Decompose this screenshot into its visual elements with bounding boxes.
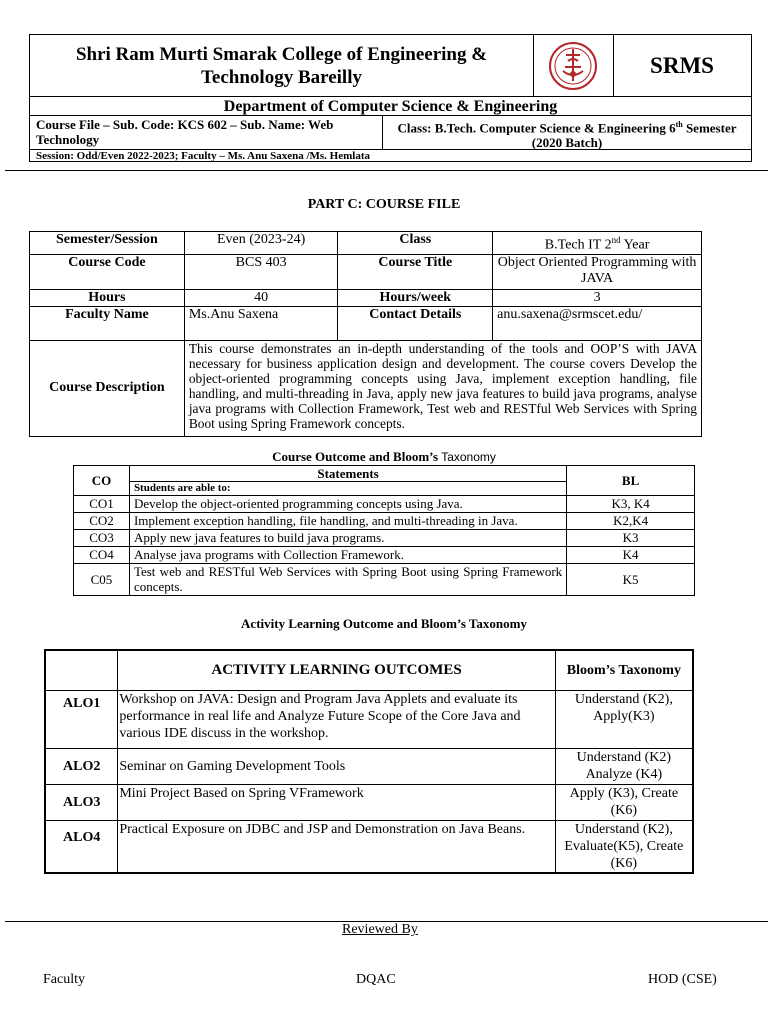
statements-subheader: Students are able to: [129, 482, 566, 496]
hours-week-label: Hours/week [338, 289, 493, 306]
co-statement: Test web and RESTful Web Services with Spring Boot using Spring Framework concepts. [129, 564, 566, 596]
alo-activity: Mini Project Based on Spring VFramework [118, 784, 555, 820]
alo-bloom: Understand (K2) Analyze (K4) [555, 748, 693, 784]
document-header [29, 34, 752, 162]
co-bl: K3, K4 [567, 496, 695, 513]
course-code-value: BCS 403 [184, 254, 338, 289]
class-value: B.Tech IT 2nd Year [493, 232, 702, 255]
contact-value: anu.saxena@srmscet.edu/ [493, 306, 702, 340]
signature-hod: HOD (CSE) [648, 972, 717, 987]
table-row [45, 690, 693, 748]
activity-learning-table [44, 649, 694, 874]
co-header: CO [74, 466, 130, 496]
alo-bloom: Understand (K2), Apply(K3) [555, 690, 693, 748]
co-statement: Implement exception handling, file handling, and multi-threading in Java. [129, 513, 566, 530]
alo-id: ALO3 [45, 784, 118, 820]
alo-activity: Practical Exposure on JDBC and JSP and Demonstration on Java Beans. [118, 820, 555, 873]
header-divider [5, 170, 768, 171]
table-row [74, 513, 695, 530]
department-name: Department of Computer Science & Engineering [30, 96, 751, 116]
co-id: C05 [74, 564, 130, 596]
class-info: Class: B.Tech. Computer Science & Engineering 6th Semester (2020 Batch) [383, 115, 751, 149]
bloom-header: Bloom’s Taxonomy [555, 650, 693, 690]
table-row [74, 496, 695, 513]
co-id: CO2 [74, 513, 130, 530]
signature-faculty: Faculty [43, 972, 85, 987]
hours-week-value: 3 [493, 289, 702, 306]
reviewed-by: Reviewed By [342, 922, 418, 937]
co-statement: Analyse java programs with Collection Framework. [129, 547, 566, 564]
table-row [74, 530, 695, 547]
co-statement: Develop the object-oriented programming concepts using Java. [129, 496, 566, 513]
co-id: CO4 [74, 547, 130, 564]
class-label: Class [338, 232, 493, 255]
table-row [74, 547, 695, 564]
semester-label: Semester/Session [30, 232, 185, 255]
hours-value: 40 [184, 289, 338, 306]
brand-name: SRMS [650, 52, 714, 78]
course-code-label: Course Code [30, 254, 185, 289]
co-statement: Apply new java features to build java programs. [129, 530, 566, 547]
course-title-value: Object Oriented Programming with JAVA [493, 254, 702, 289]
alo-caption: Activity Learning Outcome and Bloom’s Taxonomy [241, 616, 527, 631]
alo-id: ALO2 [45, 748, 118, 784]
semester-value: Even (2023-24) [184, 232, 338, 255]
co-bl: K5 [567, 564, 695, 596]
course-info-table [29, 231, 702, 437]
statements-header: Statements [129, 466, 566, 482]
activity-header: ACTIVITY LEARNING OUTCOMES [118, 650, 555, 690]
course-outcome-table [73, 465, 695, 596]
contact-label: Contact Details [338, 306, 493, 340]
table-row [45, 820, 693, 873]
session-info: Session: Odd/Even 2022-2023; Faculty – Ms. Anu Saxena /Ms. Hemlata [30, 149, 751, 161]
college-logo-icon [533, 35, 614, 96]
signature-dqac: DQAC [356, 972, 396, 987]
table-row [74, 564, 695, 596]
course-description-label: Course Description [30, 340, 185, 436]
co-caption: Course Outcome and Bloom’s Taxonomy [272, 449, 496, 464]
co-bl: K2,K4 [567, 513, 695, 530]
co-bl: K4 [567, 547, 695, 564]
co-id: CO1 [74, 496, 130, 513]
course-title-label: Course Title [338, 254, 493, 289]
co-id: CO3 [74, 530, 130, 547]
alo-id: ALO1 [45, 690, 118, 748]
alo-activity: Seminar on Gaming Development Tools [118, 748, 555, 784]
alo-activity: Workshop on JAVA: Design and Program Java Applets and evaluate its performance in real life and Analyze Future Scope of the Core Java and various IDE discuss in the workshop. [118, 690, 555, 748]
table-row [45, 784, 693, 820]
hours-label: Hours [30, 289, 185, 306]
bl-header: BL [567, 466, 695, 496]
faculty-value: Ms.Anu Saxena [184, 306, 338, 340]
alo-corner-cell [45, 650, 118, 690]
table-row [45, 748, 693, 784]
part-title: PART C: COURSE FILE [307, 197, 461, 212]
college-name: Shri Ram Murti Smarak College of Engineering & Technology Bareilly [30, 35, 534, 96]
alo-id: ALO4 [45, 820, 118, 873]
alo-bloom: Apply (K3), Create (K6) [555, 784, 693, 820]
co-bl: K3 [567, 530, 695, 547]
alo-bloom: Understand (K2), Evaluate(K5), Create (K6) [555, 820, 693, 873]
faculty-label: Faculty Name [30, 306, 185, 340]
course-description-value: This course demonstrates an in-depth understanding of the tools and OOP’S with JAVA necessary for business application design and development. The course covers Develop the object-oriented programming concepts using Java, implement exception handling, file handling, and multi-threading in Java, apply new java features to build java programs, analyse java programs with Collection Framework, Test web and RESTful Web Services with Spring Boot using Spring Framework concepts. [184, 340, 701, 436]
course-file-info: Course File – Sub. Code: KCS 602 – Sub. Name: Web Technology [30, 115, 383, 149]
